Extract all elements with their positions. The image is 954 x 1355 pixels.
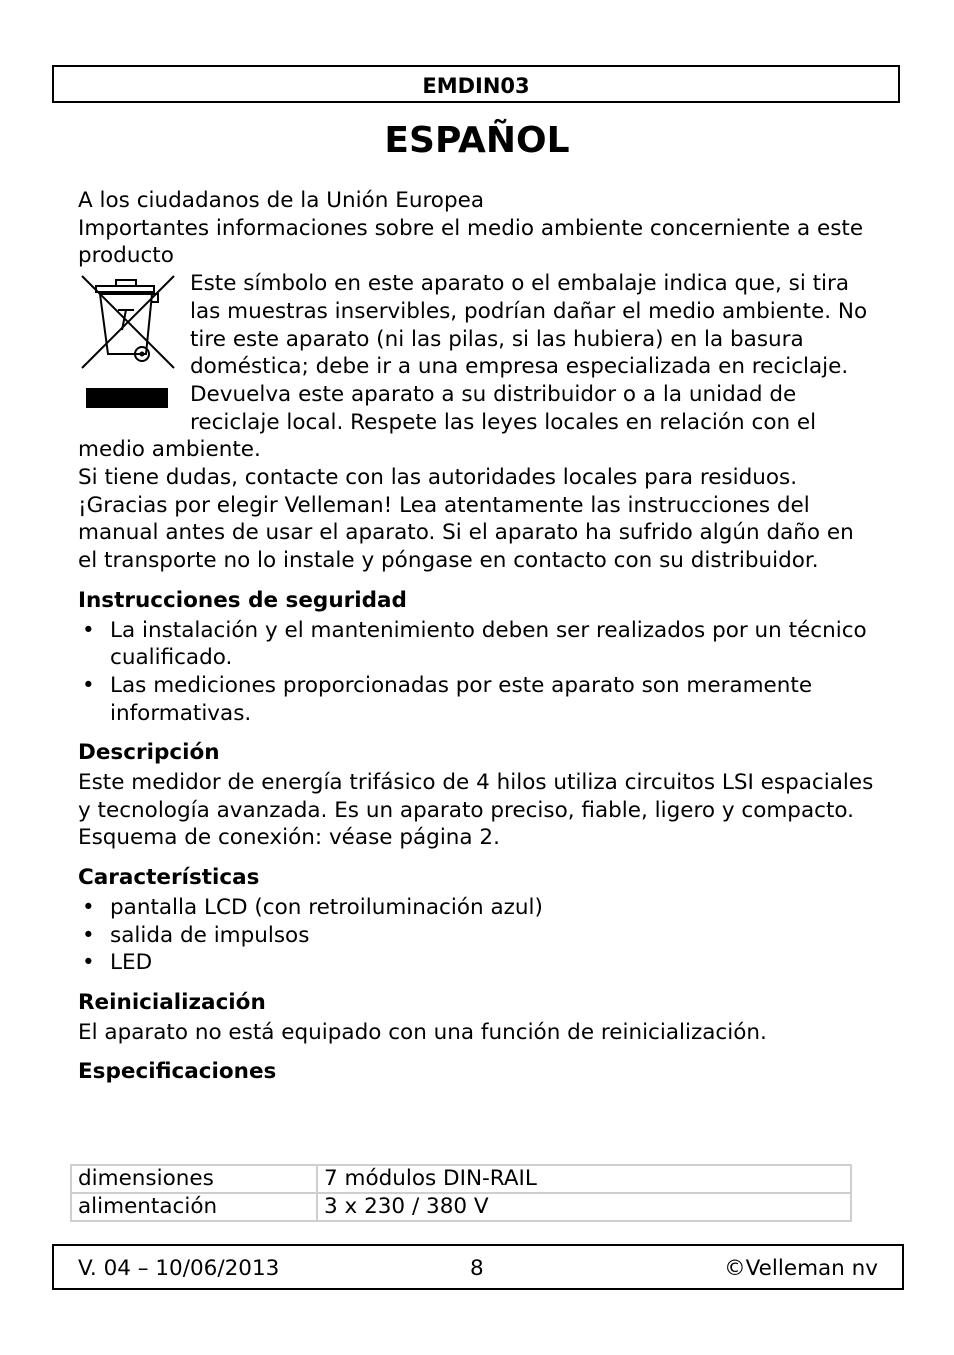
weee-text: Este símbolo en este aparato o el embalaje indica que, si tira las muestras inservibles, podrían dañar el medio ambiente. No tire este aparato (ni las pilas, si las hubiera) en la basura doméstica; debe ir a una empresa especializada en reciclaje. Devuelva este aparato a su distribuidor o a la unidad de reciclaje local. Respete las leyes locales en relación con el medio ambiente.: [78, 271, 868, 463]
spec-value: 3 x 230 / 380 V: [317, 1193, 851, 1221]
specs-table: [70, 1164, 852, 1222]
model-name: EMDIN03: [422, 74, 530, 98]
list-item: • LED: [78, 949, 878, 977]
list-item: • pantalla LCD (con retroiluminación azul): [78, 894, 878, 922]
doubts-text: Si tiene dudas, contacte con las autoridades locales para residuos.: [78, 465, 798, 491]
spec-value: 7 módulos DIN-RAIL: [317, 1165, 851, 1193]
table-row: [71, 1193, 851, 1221]
list-item: • Las mediciones proporcionadas por este aparato son meramente informativas.: [78, 672, 878, 727]
spec-label: alimentación: [71, 1193, 317, 1221]
intro-environment-info: Importantes informaciones sobre el medio ambiente concerniente a este producto: [78, 215, 864, 269]
safety-list: [78, 617, 878, 728]
footer-copyright: ©Velleman nv: [724, 1256, 878, 1281]
reset-heading: Reinicialización: [78, 989, 266, 1015]
diagram-reference: Esquema de conexión: véase página 2.: [78, 825, 500, 851]
intro-eu-citizens: A los ciudadanos de la Unión Europea: [78, 188, 485, 213]
reset-text: El aparato no está equipado con una función de reinicialización.: [78, 1019, 767, 1045]
language-title: ESPAÑOL: [384, 120, 570, 161]
specs-heading: Especificaciones: [78, 1059, 277, 1085]
spec-label: dimensiones: [71, 1165, 317, 1193]
safety-heading: Instrucciones de seguridad: [78, 587, 407, 613]
features-heading: Características: [78, 865, 260, 891]
list-item: • salida de impulsos: [78, 922, 878, 950]
crossed-out-wheelie-bin-icon: [78, 272, 186, 414]
list-item: • La instalación y el mantenimiento deben ser realizados por un técnico cualificado.: [78, 617, 878, 672]
footer-page-number: 8: [470, 1256, 484, 1281]
page-content: [78, 187, 878, 1088]
table-row: [71, 1165, 851, 1193]
description-text: Este medidor de energía trifásico de 4 hilos utiliza circuitos LSI espaciales y tecnología avanzada. Es un aparato preciso, fiable, ligero y compacto.: [78, 770, 874, 823]
footer-version: V. 04 – 10/06/2013: [78, 1256, 280, 1281]
description-heading: Descripción: [78, 740, 220, 766]
thanks-text: ¡Gracias por elegir Velleman! Lea atentamente las instrucciones del manual antes de usar el aparato. Si el aparato ha sufrido algún daño en el transporte no lo instale y póngase en contacto con su distribuidor.: [78, 492, 854, 574]
features-list: [78, 894, 878, 977]
footer-box: [52, 1244, 904, 1290]
header-box: [52, 65, 900, 103]
weee-paragraph: [78, 270, 878, 464]
